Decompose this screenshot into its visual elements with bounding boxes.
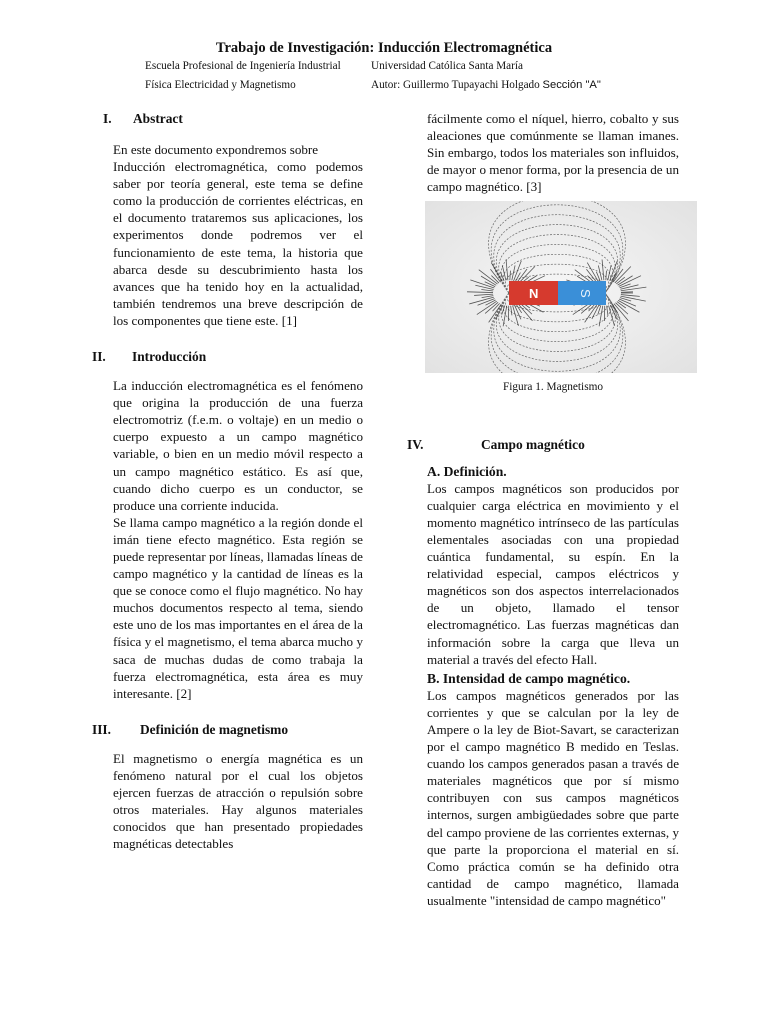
pole-label-s: S — [578, 289, 593, 299]
section-number: IV. — [407, 436, 424, 452]
pole-label-n: N — [529, 286, 539, 302]
section-title: Definición de magnetismo — [140, 721, 289, 737]
magnetismo-paragraph-1: El magnetismo o energía magnética es un fenómeno natural por el cual los objetos ejercen fuerzas de atracción o repulsión sobre otros materiales. Hay algunos materiales conocidos que han presentado propiedades magnéticas detectables — [113, 750, 363, 852]
abstract-paragraph-1: En este documento expondremos sobre — [113, 142, 319, 157]
campo-definicion-paragraph: Los campos magnéticos son producidos por cualquier carga eléctrica en movimiento y el momento magnético intrínseco de las partículas elementales asociadas con una propiedad cuántica fundamental, su espín. En la relatividad especial, campos eléctricos y magnéticos son dos aspectos interrelacionados de un objeto, llamado el tensor electromagnético. Las fuerzas magnéticas dan información sobre la carga que lleva un material a través del efecto Hall. — [427, 480, 679, 667]
section-label: Sección "A" — [542, 79, 601, 91]
section-number: III. — [92, 721, 111, 737]
paper-title: Trabajo de Investigación: Inducción Electromagnética — [215, 40, 553, 56]
right-column — [407, 110, 679, 909]
section-heading-magnetismo — [92, 721, 363, 739]
author-line — [371, 79, 601, 91]
section-title: Introducción — [132, 349, 207, 365]
section-heading-campo — [407, 436, 679, 454]
paper-header — [0, 40, 768, 57]
section-title: Campo magnético — [481, 436, 585, 452]
section-number: I. — [103, 111, 112, 126]
intro-paragraph-2: Se llama campo magnético a la región donde el imán tiene efecto magnético. Esta región se puede representar por líneas, llamadas líneas de campo magnético y la cantidad de líneas es la que se conoce como el flujo magnético. No hay muchos documentos respecto al tema, siendo este uno de los mas importantes en el área de la física y el magnetismo, el tema abarca mucho y saca de muchas dudas de como trabaja la fuerza electromagnética, esta área es muy interesante. [2] — [113, 514, 363, 701]
section-number: II. — [92, 349, 106, 365]
abstract-paragraph-2: Inducción electromagnética, como podemos saber por teoría general, este tema se define como la producción de corrientes eléctricas, en el documento trataremos sus aplicaciones, los experimentos donde podremos ver el funcionamiento de este tema, la historia que abarca desde su descubrimiento hasta los avances que ha tenido hoy en la actualidad, también tendremos una breve descripción de los componentes que tiene este. [1] — [113, 159, 363, 328]
magnet-field-illustration — [425, 201, 697, 373]
subsection-title-a: A. Definición. — [427, 463, 507, 479]
magnetismo-paragraph-1-continued: fácilmente como el níquel, hierro, cobalto y sus aleaciones que comúnmente se llaman imanes. Sin embargo, todos los materiales son influidos, de mayor o menor forma, por la presencia de un campo magnético. [3] — [427, 111, 679, 195]
section-heading-intro — [92, 348, 363, 366]
magnet-figure-image — [425, 201, 697, 373]
campo-intensidad-paragraph: Los campos magnéticos generados por las corrientes y que se calculan por la ley de Ampere o la ley de Biot-Savart, se caracterizan por el campo magnético B medido en Teslas. cuando los campos generados pasan a través de materiales magnéticos que por sí mismo contribuyen con sus campos magnéticos internos, surgen ambigüedades sobre que parte del campo proviene de las corrientes externas, y que parte la proporciona el material en sí. Como práctica común se ha definido otra cantidad de campo magnético, llamada usualmente "intensidad de campo magnético" — [427, 687, 679, 908]
university-name: Universidad Católica Santa María — [371, 60, 523, 72]
author-name: Autor: Guillermo Tupayachi Holgado — [371, 79, 540, 91]
section-heading-abstract — [103, 110, 363, 128]
intro-paragraph-1: La inducción electromagnética es el fenómeno que origina la producción de una fuerza electromotriz (f.e.m. o voltaje) en un medio o cuerpo expuesto a un campo magnético variable, o bien en un medio móvil respecto a un campo magnético estático. Es así que, cuando dicho cuerpo es un conductor, se produce una corriente inducida. — [113, 378, 363, 513]
subsection-title-b: B. Intensidad de campo magnético. — [427, 670, 631, 686]
left-column — [92, 110, 363, 852]
figure-caption: Figura 1. Magnetismo — [502, 381, 604, 394]
iron-filing — [621, 292, 633, 293]
school-name: Escuela Profesional de Ingeniería Industrial — [145, 60, 341, 72]
section-title: Abstract — [133, 111, 183, 126]
course-name: Física Electricidad y Magnetismo — [145, 79, 296, 91]
